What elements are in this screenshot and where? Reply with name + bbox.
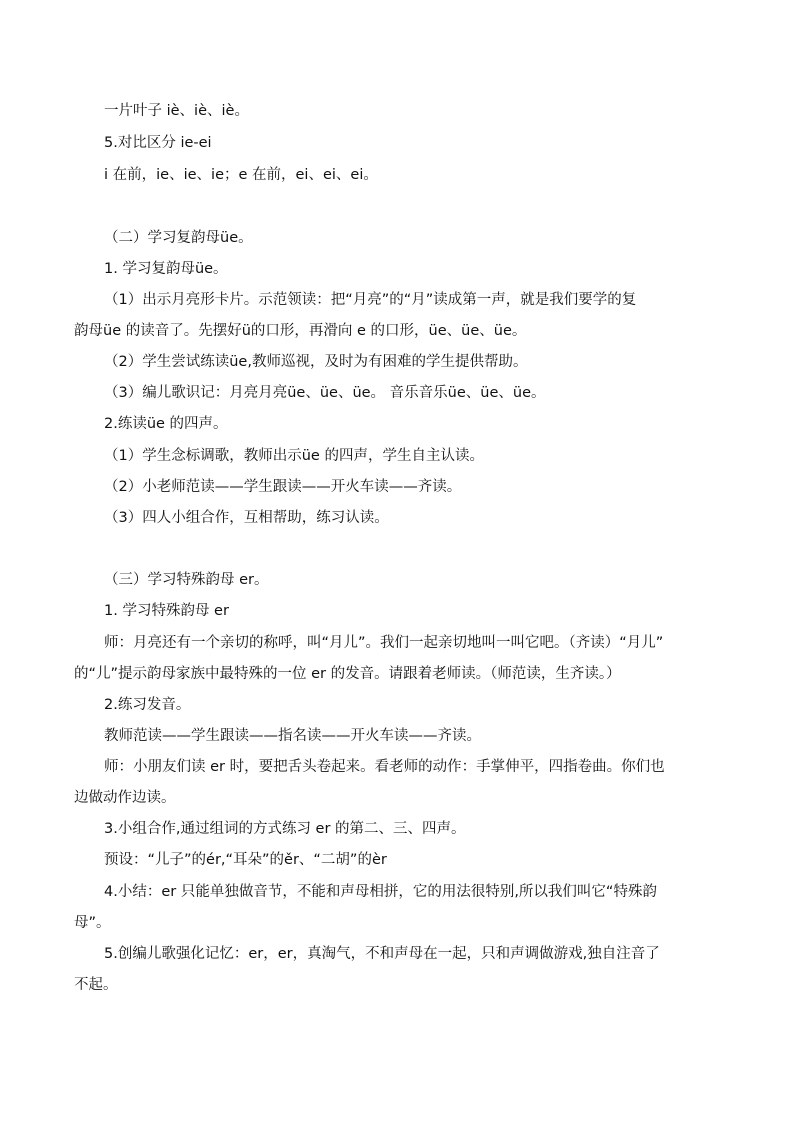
- text-line: （1）出示月亮形卡片。示范领读：把“月亮”的“月”读成第一声，就是我们要学的复: [104, 292, 637, 308]
- text-line: 韵母üe 的读音了。先摆好ü的口形，再滑向 e 的口形，üe、üe、üe。: [74, 323, 527, 339]
- text-line: （2）学生尝试练读üe,教师巡视，及时为有困难的学生提供帮助。: [104, 354, 528, 370]
- subsection-heading: 1. 学习特殊韵母 er: [104, 603, 229, 619]
- text-line: 边做动作边读。: [74, 790, 176, 806]
- text-line: 5.对比区分 ie-ei: [104, 135, 212, 151]
- subsection-heading: 5.创编儿歌强化记忆：er，er，真淘气，不和声母在一起，只和声调做游戏,独自注音了: [104, 946, 660, 962]
- subsection-heading: 3.小组合作,通过组词的方式练习 er 的第二、三、四声。: [104, 821, 466, 837]
- text-line: 预设：“儿子”的ér,“耳朵”的ěr、“二胡”的èr: [104, 852, 387, 868]
- section-heading: （二）学习复韵母üe。: [104, 230, 253, 246]
- subsection-heading: 2.练读üe 的四声。: [104, 416, 228, 432]
- text-line: 不起。: [74, 977, 118, 993]
- text-line: 一片叶子 iè、iè、iè。: [104, 103, 249, 119]
- text-line: 母”。: [74, 915, 111, 931]
- section-heading: （三）学习特殊韵母 er。: [104, 572, 269, 588]
- text-line: （3）四人小组合作，互相帮助，练习认读。: [104, 510, 389, 526]
- text-line: 师：月亮还有一个亲切的称呼，叫“月儿”。我们一起亲切地叫一叫它吧。（齐读）“月儿”: [104, 635, 664, 651]
- subsection-heading: 4.小结：er 只能单独做音节，不能和声母相拼，它的用法很特别,所以我们叫它“特殊韵: [104, 884, 657, 900]
- text-line: （3）编儿歌识记：月亮月亮üe、üe、üe。 音乐音乐üe、üe、üe。: [104, 385, 546, 401]
- text-line: 师：小朋友们读 er 时，要把舌头卷起来。看老师的动作：手掌伸平，四指卷曲。你们也: [104, 759, 665, 775]
- text-line: （1）学生念标调歌，教师出示üe 的四声，学生自主认读。: [104, 448, 484, 464]
- subsection-heading: 2.练习发音。: [104, 697, 191, 713]
- text-line: i 在前，ie、ie、ie；e 在前，ei、ei、ei。: [104, 167, 378, 183]
- text-line: （2）小老师范读——学生跟读——开火车读——齐读。: [104, 479, 462, 495]
- subsection-heading: 1. 学习复韵母üe。: [104, 261, 228, 277]
- text-line: 教师范读——学生跟读——指名读——开火车读——齐读。: [104, 728, 481, 744]
- text-line: 的“儿”提示韵母家族中最特殊的一位 er 的发音。请跟着老师读。（师范读，生齐读。）: [74, 666, 621, 682]
